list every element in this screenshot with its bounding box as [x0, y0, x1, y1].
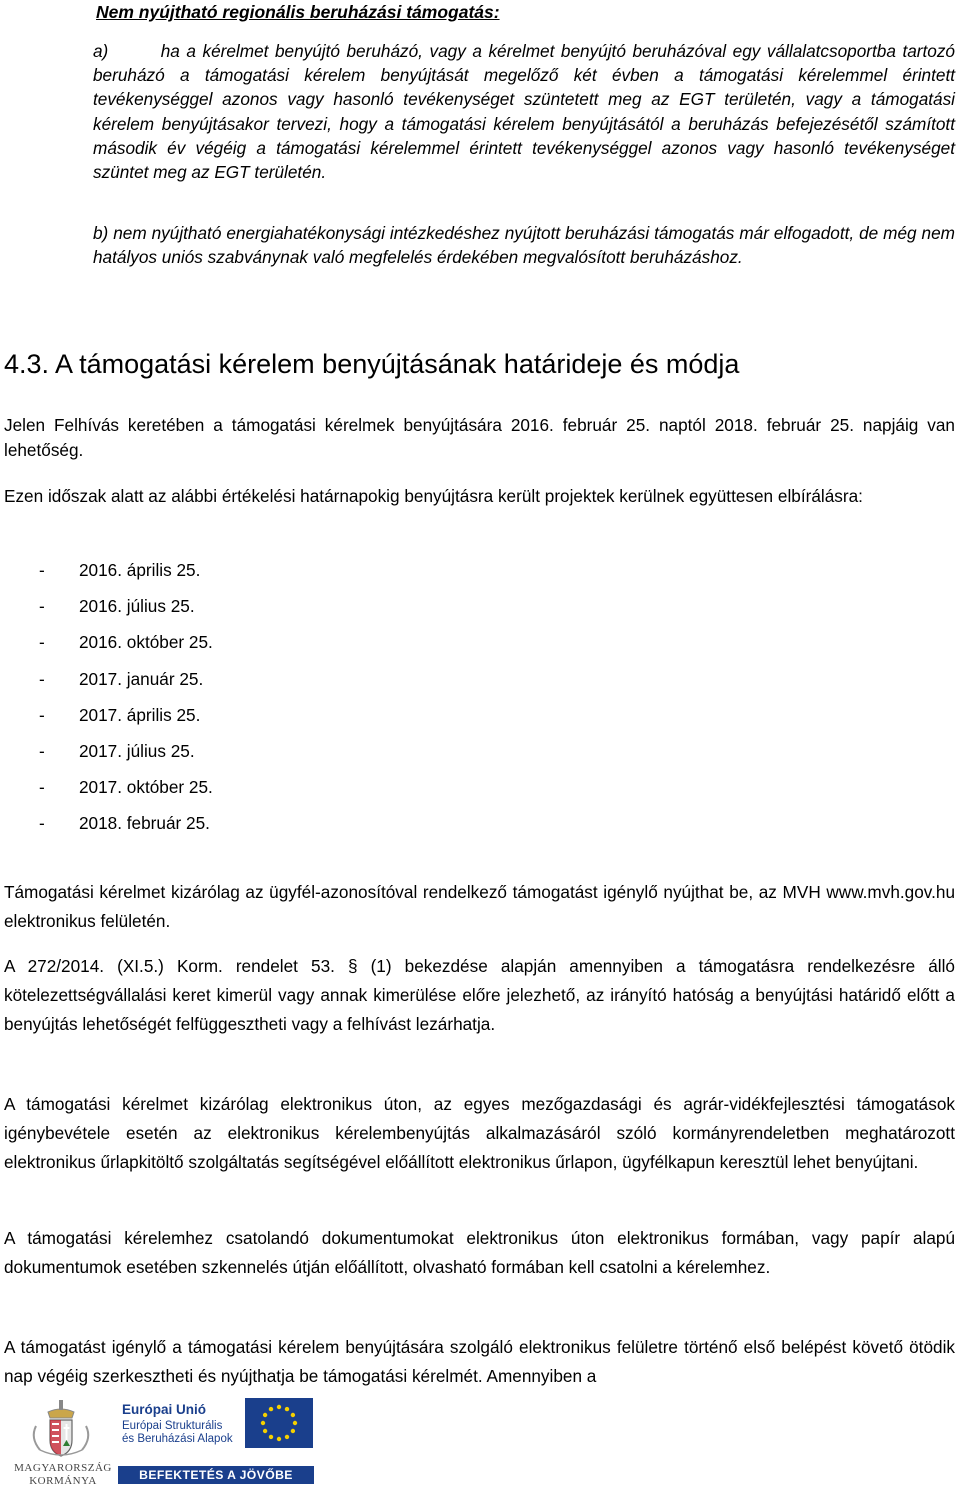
date-value: 2017. április 25.	[79, 704, 201, 725]
list-dash: -	[39, 596, 45, 617]
section-title: Nem nyújtható regionális beruházási támogatás:	[96, 2, 500, 22]
footer-logos	[0, 1390, 960, 1497]
list-dash: -	[39, 560, 45, 580]
list-dash: -	[39, 740, 45, 761]
decree-paragraph: A 272/2014. (XI.5.) Korm. rendelet 53. § (1) bekezdése alapján amennyiben a támogatásra rendelkezésre álló kötelezettségvállalási keret kimerül vagy annak kimerülése előre jelezhető, az irányító hatóság a benyújtási határidő előtt a benyújtás lehetőségét felfüggesztheti vagy a felhívást lezárhatja.	[4, 956, 955, 1034]
date-value: 2018. február 25.	[79, 813, 210, 834]
date-value: 2016. április 25.	[79, 560, 201, 580]
list-item	[39, 737, 213, 773]
investing-future-banner: BEFEKTETÉS A JÖVŐBE	[118, 1466, 314, 1484]
date-value: 2017. július 25.	[79, 740, 195, 761]
item-b-paragraph: b) nem nyújtható energiahatékonysági intézkedéshez nyújtott beruházási támogatás már elfogadott, de még nem hatályos uniós szabványnak való megfelelés érdekében megvalósított beruházáshoz.	[93, 223, 955, 268]
list-item	[39, 809, 213, 845]
hungarian-government-logo	[6, 1390, 116, 1497]
editing-paragraph: A támogatást igénylő a támogatási kérelem benyújtására szolgáló elektronikus felületre történő első belépést követő ötödik nap végéig szerkesztheti és nyújthatja be támogatási kérelmét. Amennyiben a	[4, 1337, 955, 1386]
eu-title: Európai Unió	[122, 1402, 206, 1417]
electronic-submission-paragraph: A támogatási kérelmet kizárólag elektronikus úton, az egyes mezőgazdasági és agrár-vidékfejlesztési támogatások igénybevétele esetén az elektronikus kérelembenyújtás alkalmazásáról szóló kormányrendeletben meghatározott elektronikus űrlapkitöltő szolgáltatás segítségével előállított elektronikus űrlapon, ügyfélkapun keresztül lehet benyújtani.	[4, 1094, 955, 1172]
government-name	[8, 1462, 118, 1488]
eu-flag-icon	[245, 1398, 313, 1448]
list-dash: -	[39, 777, 45, 798]
date-value: 2016. október 25.	[79, 632, 213, 653]
evaluation-dates-list	[39, 556, 213, 846]
list-item	[39, 556, 213, 592]
deadline-paragraph: Jelen Felhívás keretében a támogatási kérelmek benyújtására 2016. február 25. naptól 2018. február 25. napjáig van lehetőség.	[4, 415, 955, 460]
section-heading: 4.3. A támogatási kérelem benyújtásának határideje és módja	[4, 349, 740, 379]
list-item	[39, 773, 213, 809]
coat-of-arms-icon	[6, 1390, 116, 1460]
evaluation-paragraph: Ezen időszak alatt az alábbi értékelési határnapokig benyújtásra került projektek kerülnek együttesen elbírálásra:	[4, 486, 863, 506]
item-a-paragraph: a) ha a kérelmet benyújtó beruházó, vagy a kérelmet benyújtó beruházóval egy vállalatcsoportba tartozó beruházó a támogatási kérelem benyújtását megelőző két évben a támogatási kérelemmel érintett tevékenységgel azonos vagy hasonló tevékenységet szüntetett meg az EGT területén, vagy a támogatási kérelem benyújtásakor tervezi, hogy a támogatási kérelem benyújtásától a beruházás befejezésétől számított második év végéig a támogatási kérelemmel érintett tevékenységgel azonos vagy hasonló tevékenységet szüntet meg az EGT területén.	[93, 41, 955, 183]
list-dash: -	[39, 632, 45, 653]
list-item	[39, 701, 213, 737]
list-dash: -	[39, 668, 45, 689]
attachments-paragraph: A támogatási kérelemhez csatolandó dokumentumokat elektronikus úton elektronikus formában, vagy papír alapú dokumentumok esetében szkennelés útján előállított, olvasható formában kell csatolni a kérelemhez.	[4, 1228, 955, 1277]
gov-line-1: MAGYARORSZÁG	[14, 1462, 112, 1474]
list-item	[39, 665, 213, 701]
date-value: 2017. január 25.	[79, 668, 204, 689]
list-item	[39, 592, 213, 628]
eu-subtitle-1: Európai Strukturális	[122, 1420, 223, 1432]
eu-subtitle-2: és Beruházási Alapok	[122, 1433, 233, 1445]
eligibility-paragraph: Támogatási kérelmet kizárólag az ügyfél-azonosítóval rendelkező támogatást igénylő nyújthat be, az MVH www.mvh.gov.hu elektronikus felületén.	[4, 882, 955, 931]
date-value: 2016. július 25.	[79, 596, 195, 617]
list-item	[39, 628, 213, 664]
date-value: 2017. október 25.	[79, 777, 213, 798]
list-dash: -	[39, 813, 45, 834]
list-dash: -	[39, 704, 45, 725]
gov-line-2: KORMÁNYA	[29, 1475, 97, 1487]
